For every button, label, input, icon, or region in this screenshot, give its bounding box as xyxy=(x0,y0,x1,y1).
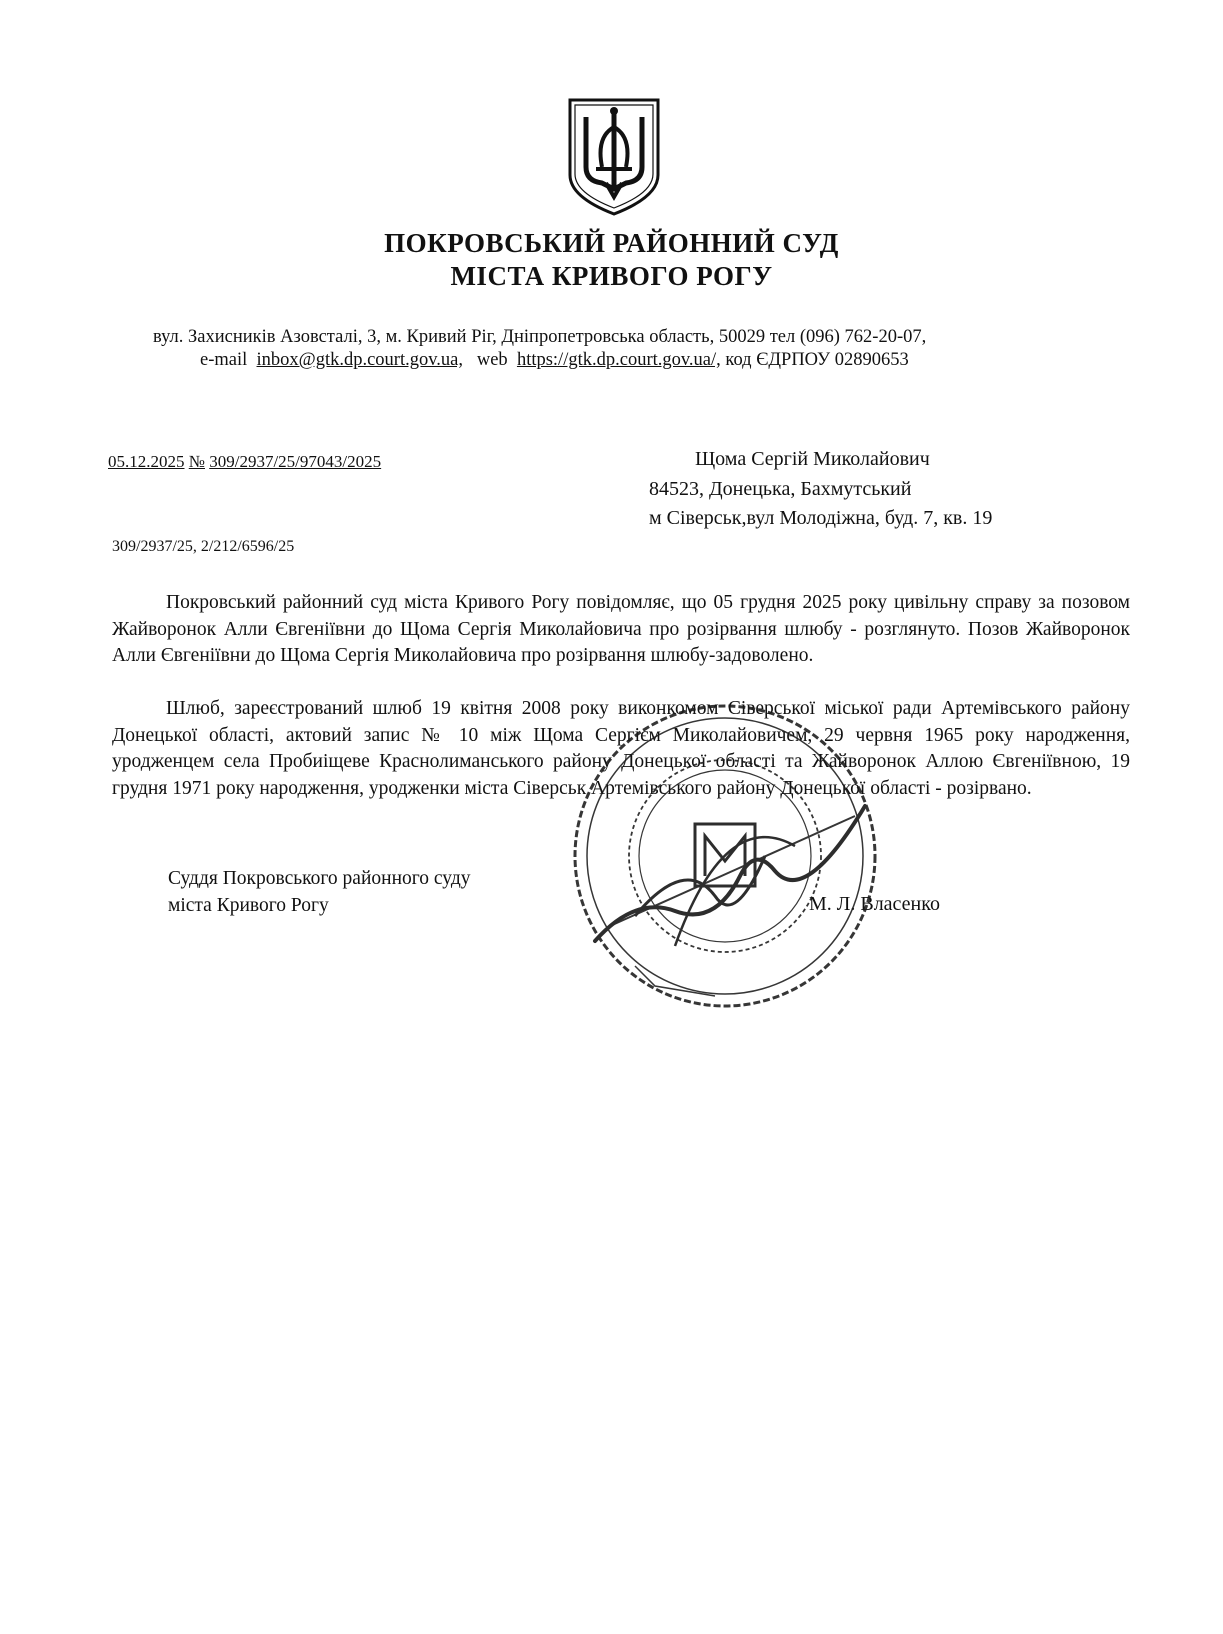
court-name-line2: МІСТА КРИВОГО РОГУ xyxy=(450,261,773,291)
addressee-address-line: м Сіверськ,вул Молодіжна, буд. 7, кв. 19 xyxy=(649,507,993,529)
addressee-address-line: 84523, Донецька, Бахмутський xyxy=(649,478,912,500)
addressee-name: Щома Сергій Миколайович xyxy=(695,448,930,470)
body-paragraph: Шлюб, зареєстрований шлюб 19 квітня 2008 року виконкомом Сіверської міської ради Артемівського району Донецької області, актовий запис № 10 між Щома Сергієм Миколайовичем, 29 червня 1965 року народження, уродженцем села Пробиіщеве Краснолиманського району Донецької області та Жайворонок Аллою Євгеніївною, 19 грудня 1971 року народження, уродженки міста Сіверськ Артемівського району Донецької області - розірвано. xyxy=(112,698,1130,799)
court-name-line1: ПОКРОВСЬКИЙ РАЙОННИЙ СУД xyxy=(384,228,839,258)
court-stamp-icon xyxy=(565,696,885,1016)
letter-number: 309/2937/25/97043/2025 xyxy=(209,452,382,471)
signature-title: Суддя Покровського районного суду xyxy=(168,868,471,889)
case-numbers: 309/2937/25, 2/212/6596/25 xyxy=(112,538,295,555)
email-link[interactable]: inbox@gtk.dp.court.gov.ua, xyxy=(256,350,463,370)
number-sign: № xyxy=(188,452,205,471)
email-label: e-mail xyxy=(200,350,248,370)
letter-date: 05.12.2025 xyxy=(108,452,185,471)
judge-name: М. Л. Власенко xyxy=(809,893,940,915)
edrpou-code: код ЄДРПОУ 02890653 xyxy=(725,350,909,370)
signature-title: міста Кривого Рогу xyxy=(168,895,329,916)
body-paragraph: Покровський районний суд міста Кривого Рогу повідомляє, що 05 грудня 2025 року цивільну справу за позовом Жайворонок Алли Євгеніївни до Щома Сергія Миколайовича про розірвання шлюбу - розглянуто. Позов Жайворонок Алли Євгеніївни до Щома Сергія Миколайовича про розірвання шлюбу-задоволено. xyxy=(112,592,1130,666)
outgoing-reference xyxy=(108,452,381,472)
coat-of-arms-icon xyxy=(566,97,662,217)
web-label: web xyxy=(476,350,508,370)
web-link[interactable]: https://gtk.dp.court.gov.ua/, xyxy=(516,350,721,370)
court-contacts-line xyxy=(200,350,909,371)
court-address: вул. Захисників Азовсталі, 3, м. Кривий Ріг, Дніпропетровська область, 50029 тел (096) 762-20-07, xyxy=(153,327,927,347)
